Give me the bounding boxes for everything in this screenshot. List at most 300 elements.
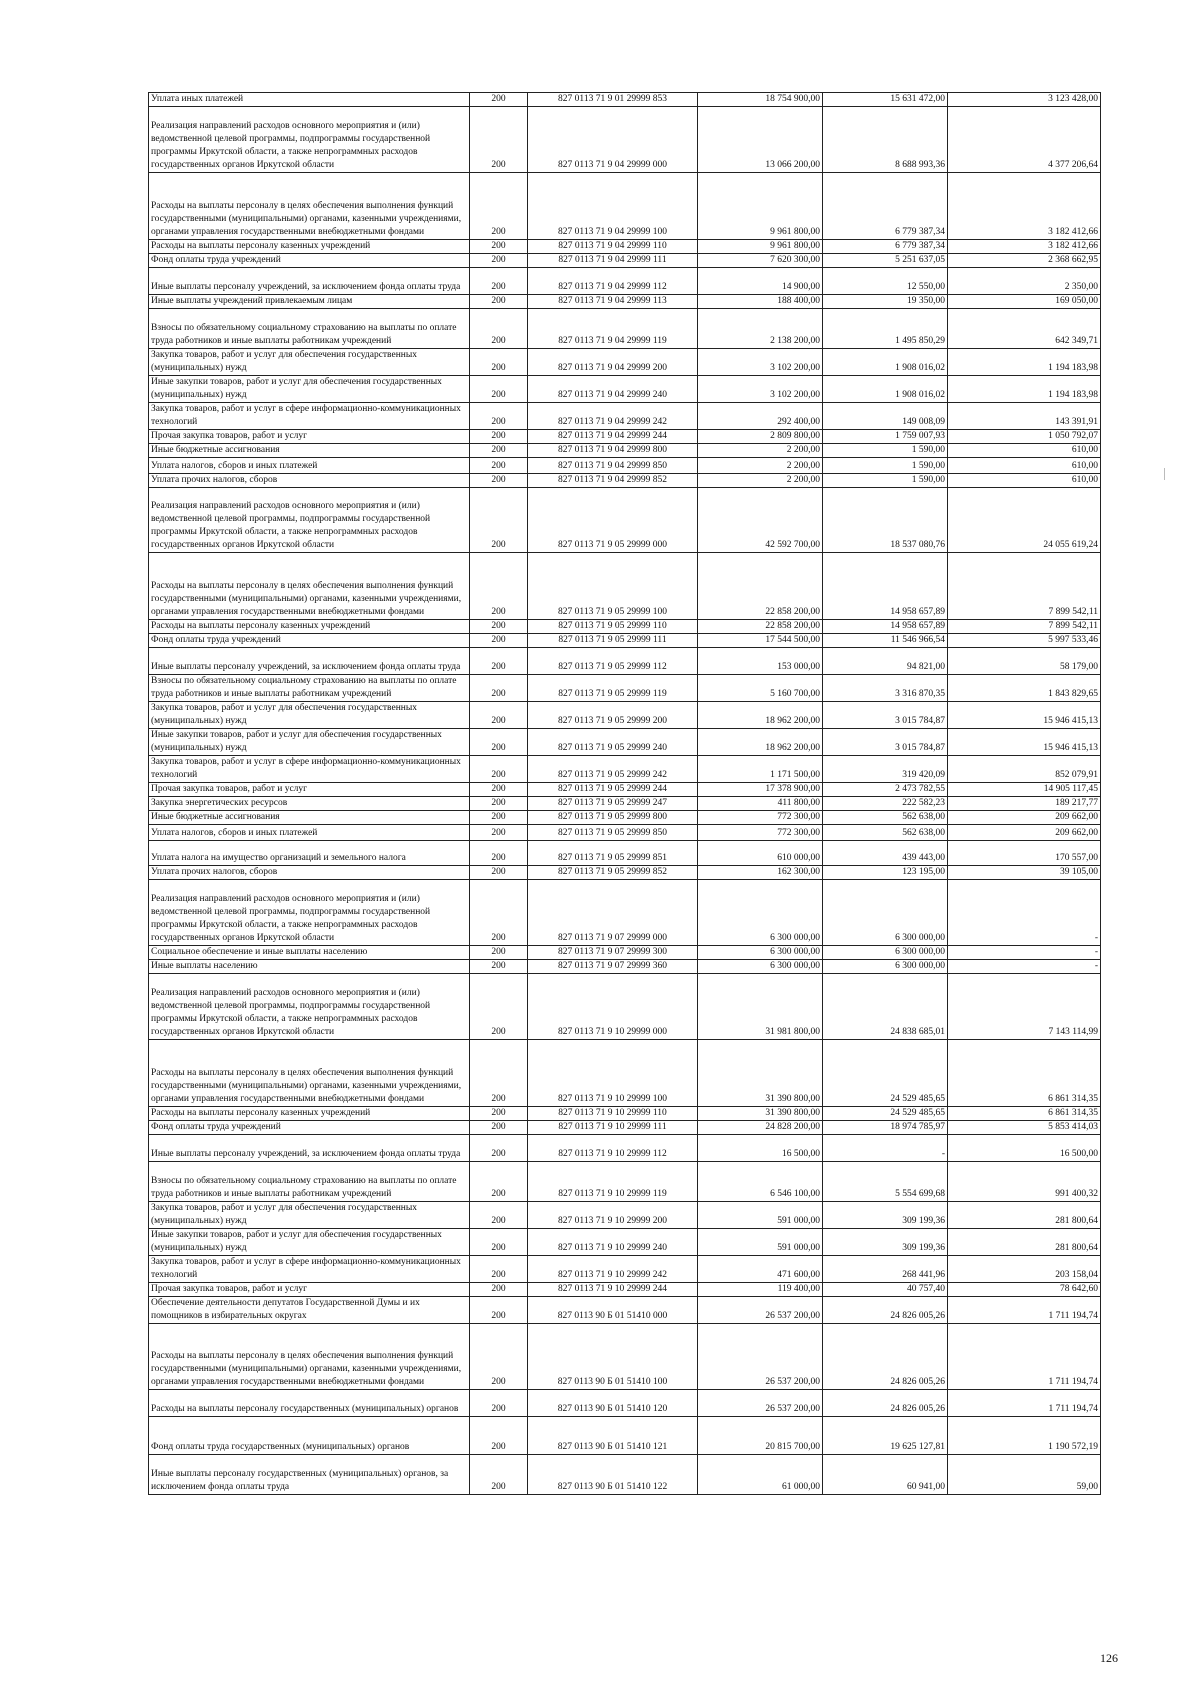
row-classifier-cell: 827 0113 71 9 05 29999 119 xyxy=(528,675,698,702)
row-classifier-cell: 827 0113 71 9 05 29999 240 xyxy=(528,729,698,756)
row-remaining-cell: 852 079,91 xyxy=(948,756,1101,783)
row-plan-cell: 18 962 200,00 xyxy=(698,729,823,756)
row-plan-cell: 2 200,00 xyxy=(698,458,823,474)
table-row xyxy=(149,173,1101,240)
row-code-cell: 200 xyxy=(470,880,528,946)
row-name-cell: Реализация направлений расходов основного мероприятия и (или) ведомственной целевой программы, подпрограммы государственной программы Иркутской области, а также непрограммных расходов государственных органов Иркутской области xyxy=(149,974,470,1040)
row-code-cell: 200 xyxy=(470,841,528,866)
table-row xyxy=(149,1162,1101,1202)
table-row xyxy=(149,553,1101,620)
row-remaining-cell: 1 050 792,07 xyxy=(948,430,1101,444)
row-remaining-cell: 3 182 412,66 xyxy=(948,173,1101,240)
row-plan-cell: 13 066 200,00 xyxy=(698,107,823,173)
table-row xyxy=(149,1202,1101,1229)
row-code-cell: 200 xyxy=(470,1040,528,1107)
row-executed-cell: 5 251 637,05 xyxy=(823,254,948,268)
row-remaining-cell: 281 800,64 xyxy=(948,1229,1101,1256)
row-plan-cell: 2 200,00 xyxy=(698,444,823,458)
row-plan-cell: 188 400,00 xyxy=(698,295,823,309)
row-classifier-cell: 827 0113 71 9 01 29999 853 xyxy=(528,93,698,107)
row-plan-cell: 26 537 200,00 xyxy=(698,1297,823,1324)
row-name-cell: Иные закупки товаров, работ и услуг для обеспечения государственных (муниципальных) нужд xyxy=(149,729,470,756)
row-plan-cell: 3 102 200,00 xyxy=(698,376,823,403)
row-remaining-cell: 7 899 542,11 xyxy=(948,553,1101,620)
row-name-cell: Уплата налога на имущество организаций и земельного налога xyxy=(149,841,470,866)
row-classifier-cell: 827 0113 71 9 05 29999 850 xyxy=(528,825,698,841)
row-executed-cell: 1 908 016,02 xyxy=(823,376,948,403)
row-plan-cell: 31 390 800,00 xyxy=(698,1107,823,1121)
table-row xyxy=(149,811,1101,825)
row-name-cell: Иные выплаты учреждений привлекаемым лицам xyxy=(149,295,470,309)
row-plan-cell: 7 620 300,00 xyxy=(698,254,823,268)
row-plan-cell: 2 809 800,00 xyxy=(698,430,823,444)
row-name-cell: Уплата иных платежей xyxy=(149,93,470,107)
row-executed-cell: 40 757,40 xyxy=(823,1283,948,1297)
row-classifier-cell: 827 0113 71 9 05 29999 247 xyxy=(528,797,698,811)
row-classifier-cell: 827 0113 71 9 10 29999 110 xyxy=(528,1107,698,1121)
row-classifier-cell: 827 0113 71 9 04 29999 112 xyxy=(528,268,698,295)
row-code-cell: 200 xyxy=(470,825,528,841)
row-classifier-cell: 827 0113 71 9 04 29999 110 xyxy=(528,240,698,254)
row-code-cell: 200 xyxy=(470,349,528,376)
row-code-cell: 200 xyxy=(470,553,528,620)
table-row xyxy=(149,474,1101,488)
row-classifier-cell: 827 0113 71 9 05 29999 800 xyxy=(528,811,698,825)
row-classifier-cell: 827 0113 71 9 10 29999 200 xyxy=(528,1202,698,1229)
row-plan-cell: 22 858 200,00 xyxy=(698,620,823,634)
row-code-cell: 200 xyxy=(470,811,528,825)
row-plan-cell: 591 000,00 xyxy=(698,1202,823,1229)
row-executed-cell: 1 495 850,29 xyxy=(823,309,948,349)
row-code-cell: 200 xyxy=(470,173,528,240)
table-row xyxy=(149,295,1101,309)
row-executed-cell: 6 300 000,00 xyxy=(823,960,948,974)
table-body xyxy=(149,93,1101,1495)
row-remaining-cell: 5 997 533,46 xyxy=(948,634,1101,648)
row-plan-cell: 471 600,00 xyxy=(698,1256,823,1283)
row-code-cell: 200 xyxy=(470,1283,528,1297)
row-remaining-cell: 1 194 183,98 xyxy=(948,376,1101,403)
page-number: 126 xyxy=(1100,1651,1118,1665)
row-name-cell: Взносы по обязательному социальному страхованию на выплаты по оплате труда работников и иные выплаты работникам учреждений xyxy=(149,675,470,702)
table-row xyxy=(149,756,1101,783)
row-remaining-cell: 1 190 572,19 xyxy=(948,1417,1101,1455)
row-name-cell: Реализация направлений расходов основного мероприятия и (или) ведомственной целевой программы, подпрограммы государственной программы Иркутской области, а также непрограммных расходов государственных органов Иркутской области xyxy=(149,880,470,946)
row-code-cell: 200 xyxy=(470,1390,528,1417)
row-code-cell: 200 xyxy=(470,960,528,974)
row-plan-cell: 9 961 800,00 xyxy=(698,173,823,240)
row-remaining-cell: 5 853 414,03 xyxy=(948,1121,1101,1135)
row-classifier-cell: 827 0113 71 9 05 29999 244 xyxy=(528,783,698,797)
row-remaining-cell: 281 800,64 xyxy=(948,1202,1101,1229)
row-executed-cell: 12 550,00 xyxy=(823,268,948,295)
row-code-cell: 200 xyxy=(470,488,528,553)
table-row xyxy=(149,648,1101,675)
row-name-cell: Фонд оплаты труда учреждений xyxy=(149,634,470,648)
row-plan-cell: 26 537 200,00 xyxy=(698,1324,823,1390)
row-plan-cell: 2 138 200,00 xyxy=(698,309,823,349)
row-remaining-cell: 2 350,00 xyxy=(948,268,1101,295)
table-row xyxy=(149,403,1101,430)
row-code-cell: 200 xyxy=(470,974,528,1040)
row-name-cell: Расходы на выплаты персоналу в целях обеспечения выполнения функций государственными (муниципальными) органами, казенными учреждениями, органами управления государственными внебюджетными фондами xyxy=(149,553,470,620)
row-remaining-cell: 1 711 194,74 xyxy=(948,1390,1101,1417)
row-name-cell: Уплата прочих налогов, сборов xyxy=(149,866,470,880)
row-classifier-cell: 827 0113 71 9 10 29999 111 xyxy=(528,1121,698,1135)
row-plan-cell: 16 500,00 xyxy=(698,1135,823,1162)
row-name-cell: Расходы на выплаты персоналу казенных учреждений xyxy=(149,1107,470,1121)
row-name-cell: Фонд оплаты труда учреждений xyxy=(149,254,470,268)
row-classifier-cell: 827 0113 71 9 04 29999 000 xyxy=(528,107,698,173)
row-executed-cell: 222 582,23 xyxy=(823,797,948,811)
row-name-cell: Расходы на выплаты персоналу в целях обеспечения выполнения функций государственными (муниципальными) органами, казенными учреждениями, органами управления государственными внебюджетными фондами xyxy=(149,173,470,240)
row-code-cell: 200 xyxy=(470,403,528,430)
row-plan-cell: 153 000,00 xyxy=(698,648,823,675)
row-remaining-cell: - xyxy=(948,880,1101,946)
row-executed-cell: 6 300 000,00 xyxy=(823,880,948,946)
row-name-cell: Закупка товаров, работ и услуг для обеспечения государственных (муниципальных) нужд xyxy=(149,349,470,376)
row-classifier-cell: 827 0113 71 9 04 29999 200 xyxy=(528,349,698,376)
row-code-cell: 200 xyxy=(470,946,528,960)
row-classifier-cell: 827 0113 71 9 04 29999 852 xyxy=(528,474,698,488)
row-remaining-cell: 7 143 114,99 xyxy=(948,974,1101,1040)
table-row xyxy=(149,729,1101,756)
row-classifier-cell: 827 0113 71 9 10 29999 100 xyxy=(528,1040,698,1107)
row-plan-cell: 772 300,00 xyxy=(698,825,823,841)
row-classifier-cell: 827 0113 71 9 07 29999 000 xyxy=(528,880,698,946)
row-plan-cell: 18 754 900,00 xyxy=(698,93,823,107)
row-remaining-cell: 1 711 194,74 xyxy=(948,1297,1101,1324)
row-executed-cell: 14 958 657,89 xyxy=(823,620,948,634)
row-remaining-cell: - xyxy=(948,946,1101,960)
row-remaining-cell: 169 050,00 xyxy=(948,295,1101,309)
row-executed-cell: 309 199,36 xyxy=(823,1229,948,1256)
table-row xyxy=(149,107,1101,173)
row-name-cell: Закупка товаров, работ и услуг в сфере информационно-коммуникационных технологий xyxy=(149,756,470,783)
row-code-cell: 200 xyxy=(470,1417,528,1455)
row-classifier-cell: 827 0113 71 9 04 29999 113 xyxy=(528,295,698,309)
row-plan-cell: 31 390 800,00 xyxy=(698,1040,823,1107)
row-code-cell: 200 xyxy=(470,254,528,268)
table-row xyxy=(149,349,1101,376)
row-remaining-cell: 7 899 542,11 xyxy=(948,620,1101,634)
row-remaining-cell: 143 391,91 xyxy=(948,403,1101,430)
table-row xyxy=(149,1229,1101,1256)
row-name-cell: Иные бюджетные ассигнования xyxy=(149,811,470,825)
row-plan-cell: 17 378 900,00 xyxy=(698,783,823,797)
row-remaining-cell: 209 662,00 xyxy=(948,811,1101,825)
row-remaining-cell: 4 377 206,64 xyxy=(948,107,1101,173)
row-code-cell: 200 xyxy=(470,675,528,702)
row-plan-cell: 17 544 500,00 xyxy=(698,634,823,648)
table-row xyxy=(149,458,1101,474)
row-remaining-cell: 1 194 183,98 xyxy=(948,349,1101,376)
row-code-cell: 200 xyxy=(470,93,528,107)
row-remaining-cell: 24 055 619,24 xyxy=(948,488,1101,553)
row-remaining-cell: 3 123 428,00 xyxy=(948,93,1101,107)
row-executed-cell: 15 631 472,00 xyxy=(823,93,948,107)
row-code-cell: 200 xyxy=(470,1202,528,1229)
row-executed-cell: 5 554 699,68 xyxy=(823,1162,948,1202)
row-name-cell: Уплата прочих налогов, сборов xyxy=(149,474,470,488)
row-classifier-cell: 827 0113 71 9 04 29999 244 xyxy=(528,430,698,444)
row-executed-cell: 3 015 784,87 xyxy=(823,729,948,756)
row-classifier-cell: 827 0113 71 9 05 29999 242 xyxy=(528,756,698,783)
row-executed-cell: 18 974 785,97 xyxy=(823,1121,948,1135)
row-executed-cell: 24 838 685,01 xyxy=(823,974,948,1040)
row-remaining-cell: 1 843 829,65 xyxy=(948,675,1101,702)
row-remaining-cell: 16 500,00 xyxy=(948,1135,1101,1162)
row-classifier-cell: 827 0113 71 9 10 29999 240 xyxy=(528,1229,698,1256)
row-code-cell: 200 xyxy=(470,240,528,254)
table-row xyxy=(149,1390,1101,1417)
row-classifier-cell: 827 0113 71 9 10 29999 112 xyxy=(528,1135,698,1162)
row-plan-cell: 6 300 000,00 xyxy=(698,880,823,946)
row-code-cell: 200 xyxy=(470,376,528,403)
row-executed-cell: 18 537 080,76 xyxy=(823,488,948,553)
row-executed-cell: 94 821,00 xyxy=(823,648,948,675)
row-name-cell: Уплата налогов, сборов и иных платежей xyxy=(149,825,470,841)
row-executed-cell: 24 826 005,26 xyxy=(823,1297,948,1324)
table-row xyxy=(149,634,1101,648)
row-executed-cell: 439 443,00 xyxy=(823,841,948,866)
row-remaining-cell: 3 182 412,66 xyxy=(948,240,1101,254)
row-plan-cell: 42 592 700,00 xyxy=(698,488,823,553)
row-remaining-cell: 59,00 xyxy=(948,1455,1101,1495)
row-code-cell: 200 xyxy=(470,458,528,474)
row-name-cell: Расходы на выплаты персоналу казенных учреждений xyxy=(149,240,470,254)
row-remaining-cell: 170 557,00 xyxy=(948,841,1101,866)
row-code-cell: 200 xyxy=(470,444,528,458)
table-row xyxy=(149,268,1101,295)
row-executed-cell: 6 779 387,34 xyxy=(823,173,948,240)
row-name-cell: Уплата налогов, сборов и иных платежей xyxy=(149,458,470,474)
row-plan-cell: 411 800,00 xyxy=(698,797,823,811)
row-code-cell: 200 xyxy=(470,783,528,797)
row-executed-cell: 1 590,00 xyxy=(823,458,948,474)
row-code-cell: 200 xyxy=(470,430,528,444)
row-classifier-cell: 827 0113 71 9 04 29999 800 xyxy=(528,444,698,458)
row-name-cell: Прочая закупка товаров, работ и услуг xyxy=(149,1283,470,1297)
row-plan-cell: 31 981 800,00 xyxy=(698,974,823,1040)
row-remaining-cell: 15 946 415,13 xyxy=(948,702,1101,729)
row-name-cell: Взносы по обязательному социальному страхованию на выплаты по оплате труда работников и иные выплаты работникам учреждений xyxy=(149,1162,470,1202)
row-classifier-cell: 827 0113 71 9 04 29999 850 xyxy=(528,458,698,474)
table-row xyxy=(149,93,1101,107)
row-name-cell: Расходы на выплаты персоналу в целях обеспечения выполнения функций государственными (муниципальными) органами, казенными учреждениями, органами управления государственными внебюджетными фондами xyxy=(149,1040,470,1107)
row-remaining-cell: 2 368 662,95 xyxy=(948,254,1101,268)
row-classifier-cell: 827 0113 71 9 05 29999 112 xyxy=(528,648,698,675)
row-executed-cell: 19 625 127,81 xyxy=(823,1417,948,1455)
row-classifier-cell: 827 0113 90 Б 01 51410 000 xyxy=(528,1297,698,1324)
table-row xyxy=(149,866,1101,880)
row-code-cell: 200 xyxy=(470,756,528,783)
row-classifier-cell: 827 0113 90 Б 01 51410 121 xyxy=(528,1417,698,1455)
table-row xyxy=(149,444,1101,458)
row-executed-cell: 1 759 007,93 xyxy=(823,430,948,444)
table-row xyxy=(149,1283,1101,1297)
row-name-cell: Иные выплаты персоналу учреждений, за исключением фонда оплаты труда xyxy=(149,648,470,675)
row-classifier-cell: 827 0113 71 9 04 29999 119 xyxy=(528,309,698,349)
row-name-cell: Расходы на выплаты персоналу казенных учреждений xyxy=(149,620,470,634)
row-remaining-cell: 6 861 314,35 xyxy=(948,1107,1101,1121)
row-executed-cell: 11 546 966,54 xyxy=(823,634,948,648)
row-name-cell: Иные закупки товаров, работ и услуг для обеспечения государственных (муниципальных) нужд xyxy=(149,376,470,403)
row-name-cell: Иные выплаты персоналу учреждений, за исключением фонда оплаты труда xyxy=(149,268,470,295)
row-plan-cell: 292 400,00 xyxy=(698,403,823,430)
row-plan-cell: 1 171 500,00 xyxy=(698,756,823,783)
row-code-cell: 200 xyxy=(470,1107,528,1121)
table-row xyxy=(149,675,1101,702)
row-plan-cell: 61 000,00 xyxy=(698,1455,823,1495)
row-name-cell: Иные бюджетные ассигнования xyxy=(149,444,470,458)
table-row xyxy=(149,880,1101,946)
row-code-cell: 200 xyxy=(470,1297,528,1324)
row-executed-cell: 1 590,00 xyxy=(823,444,948,458)
row-classifier-cell: 827 0113 71 9 07 29999 360 xyxy=(528,960,698,974)
row-plan-cell: 6 300 000,00 xyxy=(698,946,823,960)
row-code-cell: 200 xyxy=(470,797,528,811)
row-plan-cell: 610 000,00 xyxy=(698,841,823,866)
row-remaining-cell: 642 349,71 xyxy=(948,309,1101,349)
row-remaining-cell: 78 642,60 xyxy=(948,1283,1101,1297)
row-remaining-cell: 58 179,00 xyxy=(948,648,1101,675)
table-row xyxy=(149,1121,1101,1135)
row-executed-cell: 6 300 000,00 xyxy=(823,946,948,960)
table-row xyxy=(149,783,1101,797)
table-row xyxy=(149,841,1101,866)
row-code-cell: 200 xyxy=(470,1455,528,1495)
row-remaining-cell: 15 946 415,13 xyxy=(948,729,1101,756)
row-code-cell: 200 xyxy=(470,648,528,675)
row-executed-cell: 24 529 485,65 xyxy=(823,1107,948,1121)
row-executed-cell: 60 941,00 xyxy=(823,1455,948,1495)
row-plan-cell: 772 300,00 xyxy=(698,811,823,825)
row-name-cell: Обеспечение деятельности депутатов Государственной Думы и их помощников в избирательных округах xyxy=(149,1297,470,1324)
row-name-cell: Расходы на выплаты персоналу в целях обеспечения выполнения функций государственными (муниципальными) органами, казенными учреждениями, органами управления государственными внебюджетными фондами xyxy=(149,1324,470,1390)
row-code-cell: 200 xyxy=(470,702,528,729)
row-plan-cell: 26 537 200,00 xyxy=(698,1390,823,1417)
row-name-cell: Закупка товаров, работ и услуг для обеспечения государственных (муниципальных) нужд xyxy=(149,1202,470,1229)
row-code-cell: 200 xyxy=(470,1256,528,1283)
row-executed-cell: 562 638,00 xyxy=(823,825,948,841)
row-executed-cell: 268 441,96 xyxy=(823,1256,948,1283)
row-name-cell: Взносы по обязательному социальному страхованию на выплаты по оплате труда работников и иные выплаты работникам учреждений xyxy=(149,309,470,349)
row-remaining-cell: - xyxy=(948,960,1101,974)
row-plan-cell: 22 858 200,00 xyxy=(698,553,823,620)
row-classifier-cell: 827 0113 71 9 04 29999 240 xyxy=(528,376,698,403)
table-row xyxy=(149,620,1101,634)
row-plan-cell: 3 102 200,00 xyxy=(698,349,823,376)
row-executed-cell: 319 420,09 xyxy=(823,756,948,783)
row-plan-cell: 24 828 200,00 xyxy=(698,1121,823,1135)
row-code-cell: 200 xyxy=(470,1229,528,1256)
row-classifier-cell: 827 0113 71 9 05 29999 852 xyxy=(528,866,698,880)
row-name-cell: Иные закупки товаров, работ и услуг для обеспечения государственных (муниципальных) нужд xyxy=(149,1229,470,1256)
row-plan-cell: 9 961 800,00 xyxy=(698,240,823,254)
row-classifier-cell: 827 0113 71 9 10 29999 119 xyxy=(528,1162,698,1202)
row-executed-cell: 6 779 387,34 xyxy=(823,240,948,254)
row-remaining-cell: 610,00 xyxy=(948,458,1101,474)
row-code-cell: 200 xyxy=(470,1162,528,1202)
row-executed-cell: 24 529 485,65 xyxy=(823,1040,948,1107)
row-name-cell: Прочая закупка товаров, работ и услуг xyxy=(149,430,470,444)
row-code-cell: 200 xyxy=(470,107,528,173)
row-code-cell: 200 xyxy=(470,729,528,756)
row-classifier-cell: 827 0113 71 9 07 29999 300 xyxy=(528,946,698,960)
table-row xyxy=(149,797,1101,811)
table-row xyxy=(149,974,1101,1040)
row-plan-cell: 2 200,00 xyxy=(698,474,823,488)
table-row xyxy=(149,1256,1101,1283)
row-name-cell: Закупка товаров, работ и услуг для обеспечения государственных (муниципальных) нужд xyxy=(149,702,470,729)
row-executed-cell: 24 826 005,26 xyxy=(823,1324,948,1390)
table-row xyxy=(149,960,1101,974)
row-code-cell: 200 xyxy=(470,634,528,648)
row-executed-cell: 8 688 993,36 xyxy=(823,107,948,173)
row-name-cell: Реализация направлений расходов основного мероприятия и (или) ведомственной целевой программы, подпрограммы государственной программы Иркутской области, а также непрограммных расходов государственных органов Иркутской области xyxy=(149,107,470,173)
scan-margin-mark xyxy=(1164,468,1165,480)
row-plan-cell: 20 815 700,00 xyxy=(698,1417,823,1455)
row-name-cell: Расходы на выплаты персоналу государственных (муниципальных) органов xyxy=(149,1390,470,1417)
row-remaining-cell: 203 158,04 xyxy=(948,1256,1101,1283)
table-row xyxy=(149,1297,1101,1324)
row-executed-cell: 14 958 657,89 xyxy=(823,553,948,620)
row-remaining-cell: 1 711 194,74 xyxy=(948,1324,1101,1390)
row-plan-cell: 162 300,00 xyxy=(698,866,823,880)
row-name-cell: Иные выплаты персоналу учреждений, за исключением фонда оплаты труда xyxy=(149,1135,470,1162)
table-row xyxy=(149,1455,1101,1495)
row-name-cell: Иные выплаты населению xyxy=(149,960,470,974)
row-classifier-cell: 827 0113 71 9 10 29999 242 xyxy=(528,1256,698,1283)
row-name-cell: Закупка товаров, работ и услуг в сфере информационно-коммуникационных технологий xyxy=(149,1256,470,1283)
table-row xyxy=(149,1324,1101,1390)
table-row xyxy=(149,240,1101,254)
table-row xyxy=(149,376,1101,403)
row-name-cell: Социальное обеспечение и иные выплаты населению xyxy=(149,946,470,960)
row-remaining-cell: 610,00 xyxy=(948,474,1101,488)
row-code-cell: 200 xyxy=(470,1135,528,1162)
table-row xyxy=(149,1135,1101,1162)
row-executed-cell: 562 638,00 xyxy=(823,811,948,825)
row-code-cell: 200 xyxy=(470,474,528,488)
row-executed-cell: 1 590,00 xyxy=(823,474,948,488)
row-executed-cell: 2 473 782,55 xyxy=(823,783,948,797)
row-name-cell: Фонд оплаты труда государственных (муниципальных) органов xyxy=(149,1417,470,1455)
row-classifier-cell: 827 0113 71 9 05 29999 111 xyxy=(528,634,698,648)
row-executed-cell: - xyxy=(823,1135,948,1162)
row-executed-cell: 3 316 870,35 xyxy=(823,675,948,702)
row-name-cell: Фонд оплаты труда учреждений xyxy=(149,1121,470,1135)
table-row xyxy=(149,1040,1101,1107)
row-remaining-cell: 14 905 117,45 xyxy=(948,783,1101,797)
row-code-cell: 200 xyxy=(470,295,528,309)
row-plan-cell: 119 400,00 xyxy=(698,1283,823,1297)
row-executed-cell: 3 015 784,87 xyxy=(823,702,948,729)
table-row xyxy=(149,825,1101,841)
budget-execution-table xyxy=(148,92,1101,1495)
row-name-cell: Закупка товаров, работ и услуг в сфере информационно-коммуникационных технологий xyxy=(149,403,470,430)
row-name-cell: Прочая закупка товаров, работ и услуг xyxy=(149,783,470,797)
row-plan-cell: 591 000,00 xyxy=(698,1229,823,1256)
row-name-cell: Реализация направлений расходов основного мероприятия и (или) ведомственной целевой программы, подпрограммы государственной программы Иркутской области, а также непрограммных расходов государственных органов Иркутской области xyxy=(149,488,470,553)
row-name-cell: Иные выплаты персоналу государственных (муниципальных) органов, за исключением фонда оплаты труда xyxy=(149,1455,470,1495)
row-code-cell: 200 xyxy=(470,866,528,880)
row-executed-cell: 1 908 016,02 xyxy=(823,349,948,376)
row-classifier-cell: 827 0113 71 9 05 29999 851 xyxy=(528,841,698,866)
row-code-cell: 200 xyxy=(470,1121,528,1135)
row-classifier-cell: 827 0113 71 9 10 29999 000 xyxy=(528,974,698,1040)
